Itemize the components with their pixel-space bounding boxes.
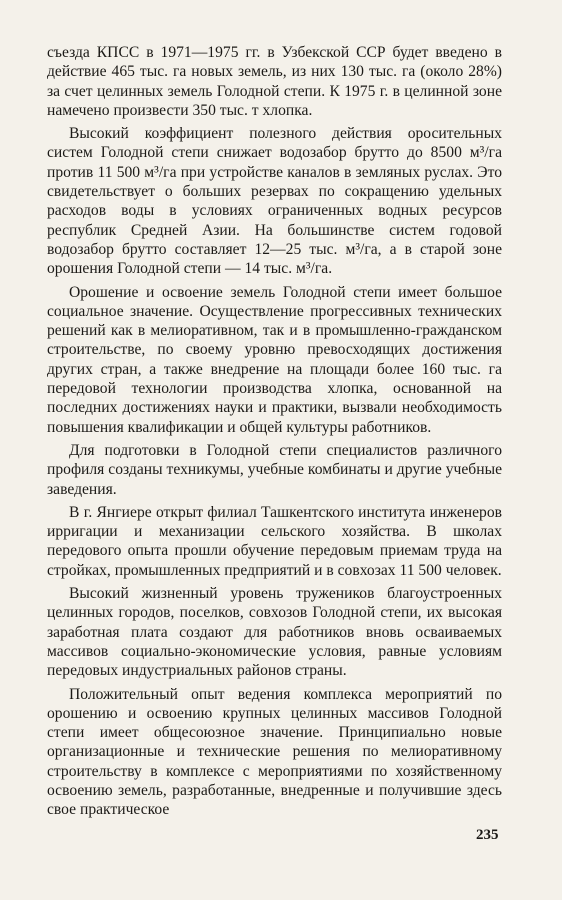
paragraph-1: съезда КПСС в 1971—1975 гг. в Узбекской ССР будет введено в действие 465 тыс. га новых земель, из них 130 тыс. га (около 28%) за счет целинных земель Голодной степи. К 1975 г. в целинной зоне намечено произвести 350 тыс. т хлопка. xyxy=(47,44,502,119)
paragraph-2: Высокий коэффициент полезного действия оросительных систем Голодной степи снижает водозабор брутто до 8500 м³/га против 11 500 м³/га при устройстве каналов в земляных руслах. Это свидетельствует о больших резервах по сокращению удельных расходов воды в условиях ограниченных водных ресурсов республик Средней Азии. На большинстве систем годовой водозабор брутто составляет 12—25 тыс. м³/га, а в старой зоне орошения Голодной степи — 14 тыс. м³/га. xyxy=(47,125,502,278)
paragraph-5: В г. Янгиере открыт филиал Ташкентского института инженеров ирригации и механизации сельского хозяйства. В школах передового опыта прошли обучение передовым приемам труда на стройках, промышленных предприятий и в совхозах 11 500 человек. xyxy=(47,503,502,579)
page-number: 235 xyxy=(476,827,499,843)
paragraph-6: Высокий жизненный уровень тружеников благоустроенных целинных городов, поселков, совхозов Голодной степи, их высокая заработная плата создают для работников вновь осваиваемых массивов социально-экономические условия, равные условиям передовых индустриальных районов страны. xyxy=(47,585,502,680)
body-text xyxy=(47,43,502,824)
paragraph-7: Положительный опыт ведения комплекса мероприятий по орошению и освоению крупных целинных массивов Голодной степи имеет общесоюзное значение. Принципиально новые организационные и технические решения по мелиоративному строительству в комплексе с мероприятиями по хозяйственному освоению земель, разработанные, внедренные и получившие здесь свое практическое xyxy=(47,685,502,819)
paragraph-3: Орошение и освоение земель Голодной степи имеет большое социальное значение. Осуществление прогрессивных технических решений как в мелиоративном, так и в промышленно-гражданском строительстве, по своему уровню превосходящих достижения других стран, а также внедрение на площади более 160 тыс. га передовой технологии производства хлопка, основанной на последних достижениях науки и практики, вызвали необходимость повышения квалификации и общей культуры работников. xyxy=(47,283,502,436)
paragraph-4: Для подготовки в Голодной степи специалистов различного профиля созданы техникумы, учебные комбинаты и другие учебные заведения. xyxy=(47,441,502,498)
